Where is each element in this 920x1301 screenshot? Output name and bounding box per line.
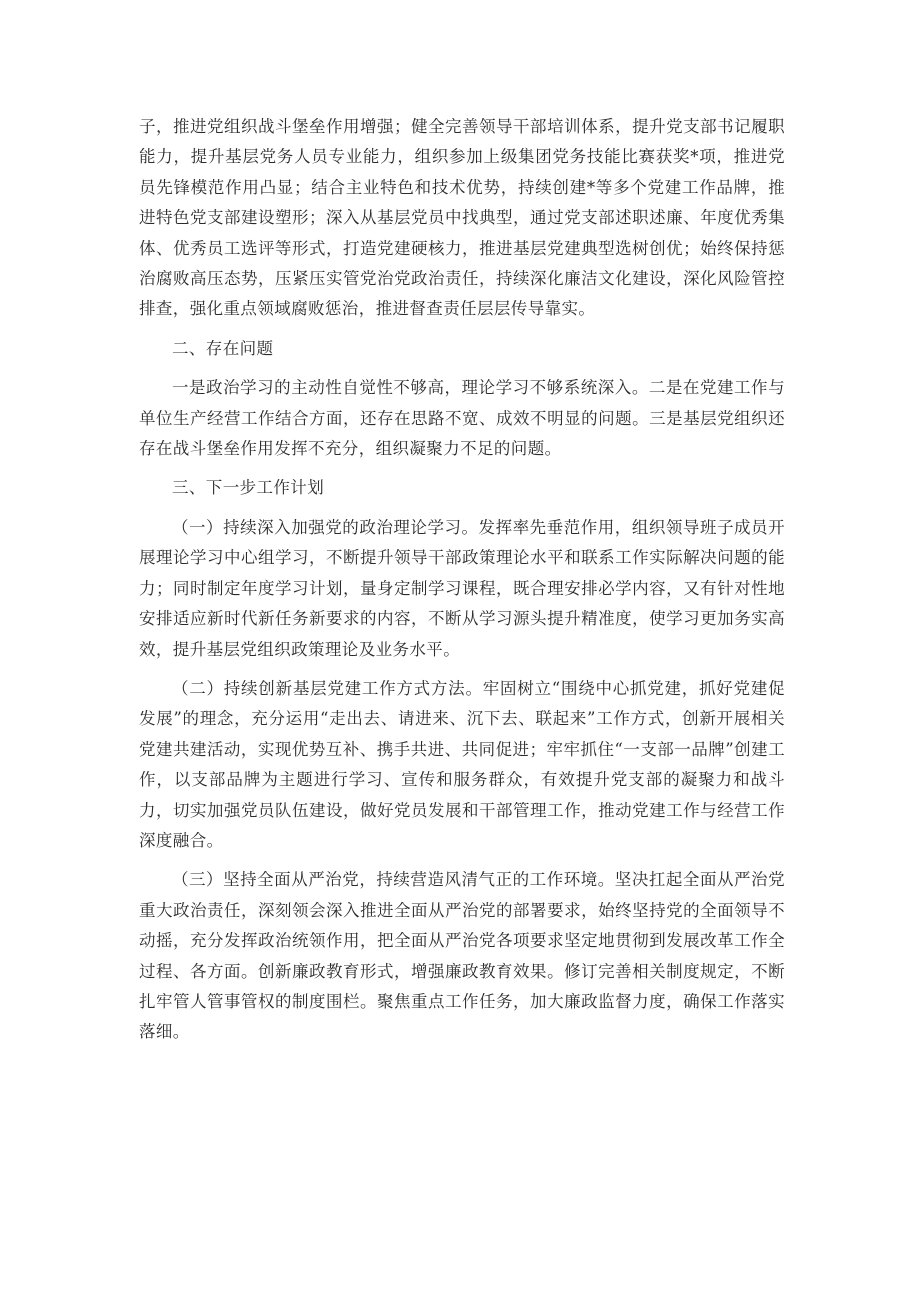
paragraph-existing-problems: 一是政治学习的主动性自觉性不够高，理论学习不够系统深入。二是在党建工作与单位生产经营工作结合方面，还存在思路不宽、成效不明显的问题。三是基层党组织还存在战斗堡垒作用发挥不充分，组织凝聚力不足的问题。 (139, 378, 785, 459)
paragraph-plan-item-2: （二）持续创新基层党建工作方式方法。牢固树立“围绕中心抓党建，抓好党建促发展”的理念，充分运用“走出去、请进来、沉下去、联起来”工作方式，创新开展相关党建共建活动，实现优势互补、携手共进、共同促进；牢牢抓住“一支部一品牌”创建工作，以支部品牌为主题进行学习、宣传和服务群众，有效提升党支部的凝聚力和战斗力，切实加强党员队伍建设，做好党员发展和干部管理工作，推动党建工作与经营工作深度融合。 (139, 678, 785, 850)
paragraph-plan-item-1: （一）持续深入加强党的政治理论学习。发挥率先垂范作用，组织领导班子成员开展理论学习中心组学习，不断提升领导干部政策理论水平和联系工作实际解决问题的能力；同时制定年度学习计划，量身定制学习课程，既合理安排必学内容，又有针对性地安排适应新时代新任务新要求的内容，不断从学习源头提升精准度，使学习更加务实高效，提升基层党组织政策理论及业务水平。 (139, 517, 785, 659)
section-heading-next-plan: 三、下一步工作计划 (172, 478, 325, 498)
section-heading-existing-problems: 二、存在问题 (172, 338, 274, 358)
paragraph-continued-achievements: 子，推进党组织战斗堡垒作用增强；健全完善领导干部培训体系，提升党支部书记履职能力，提升基层党务人员专业能力，组织参加上级集团党务技能比赛获奖*项，推进党员先锋模范作用凸显；结合主业特色和技术优势，持续创建*等多个党建工作品牌，推进特色党支部建设塑形；深入从基层党员中找典型，通过党支部述职述廉、年度优秀集体、优秀员工选评等形式，打造党建硬核力，推进基层党建典型选树创优；始终保持惩治腐败高压态势，压紧压实管党治党政治责任，持续深化廉洁文化建设，深化风险管控排查，强化重点领域腐败惩治，推进督查责任层层传导靠实。 (139, 117, 785, 319)
paragraph-plan-item-3: （三）坚持全面从严治党，持续营造风清气正的工作环境。坚决扛起全面从严治党重大政治责任，深刻领会深入推进全面从严治党的部署要求，始终坚持党的全面领导不动摇，充分发挥政治统领作用，把全面从严治党各项要求坚定地贯彻到发展改革工作全过程、各方面。创新廉政教育形式，增强廉政教育效果。修订完善相关制度规定，不断扎牢管人管事管权的制度围栏。聚焦重点工作任务，加大廉政监督力度，确保工作落实落细。 (139, 870, 785, 1042)
document-body (139, 112, 785, 1048)
